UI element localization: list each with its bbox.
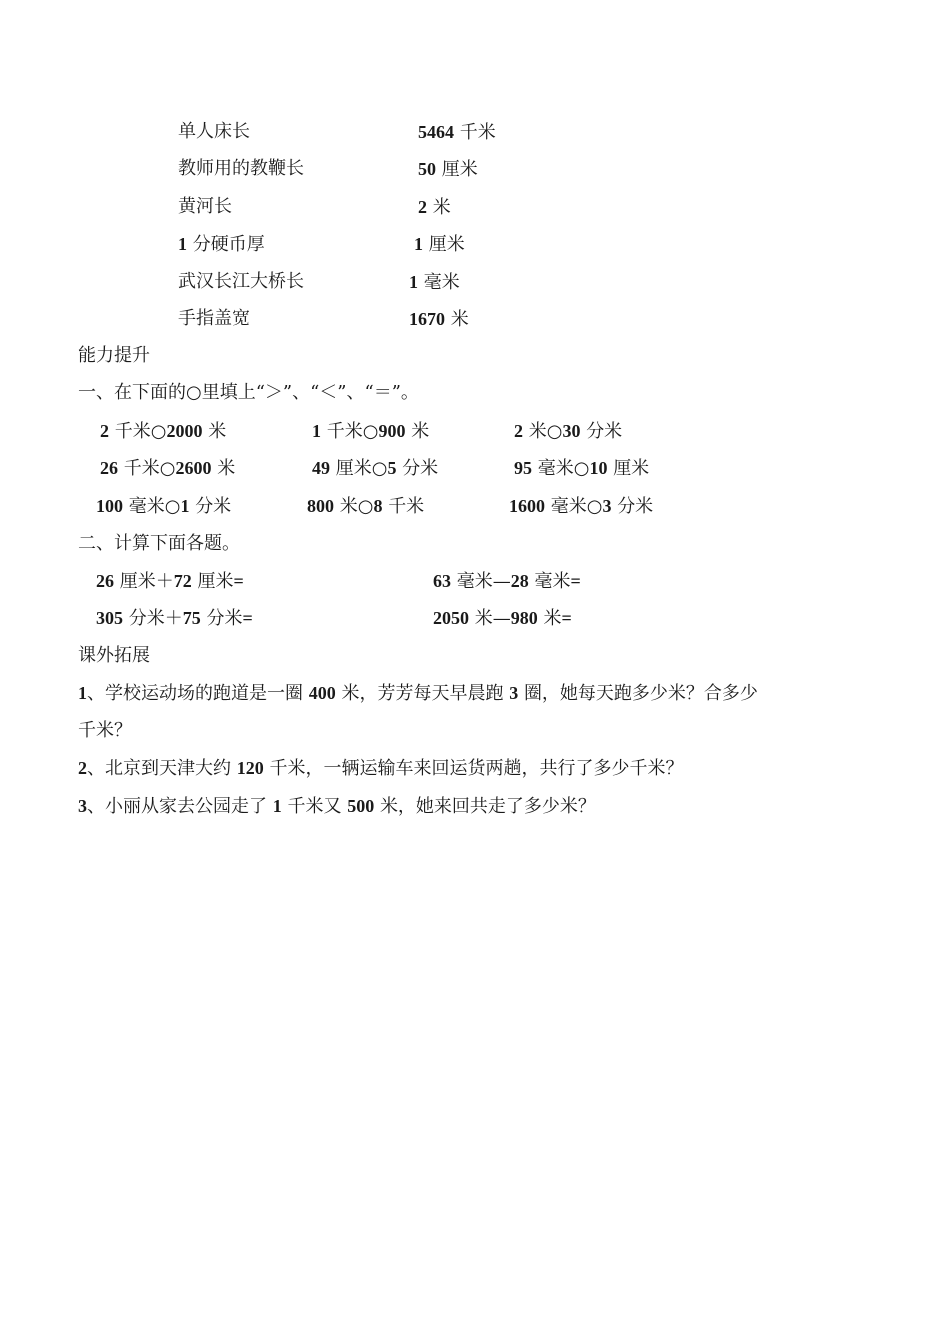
compare-num-a: 2 [514,421,523,441]
match-unit-number: 2 [418,197,427,217]
match-unit-number: 5464 [418,122,454,142]
problem-value: 3 [509,683,519,703]
calc-item [96,606,253,631]
compare-num-a: 800 [307,496,334,516]
compare-num-a: 95 [514,458,532,478]
compare-unit-a: 毫米 [128,496,165,517]
compare-item [96,494,231,519]
compare-unit-a: 米 [339,496,358,517]
match-unit-2 [418,157,478,182]
problem-text: 米，芳芳每天早晨跑 [341,683,504,704]
compare-num-a: 26 [100,458,118,478]
compare-num-b: 10 [589,458,608,478]
problem-number: 2 [78,758,87,778]
compare-unit-a: 厘米 [335,458,372,479]
match-item-text: 手指盖宽 [178,308,250,329]
compare-num-b: 8 [373,496,383,516]
compare-num-b: 3 [602,496,612,516]
calc-equals[interactable]: = [242,608,253,628]
problem-text: 、小丽从家去公园走了 [87,796,267,817]
compare-num-a: 1600 [509,496,545,516]
compare-num-b: 30 [562,421,581,441]
match-item-1 [178,120,250,144]
calc-num-a: 2050 [433,608,469,628]
problem-value: 1 [272,796,282,816]
calc-num-b: 980 [510,608,538,628]
compare-unit-b: 分米 [586,421,623,442]
calc-num-b: 28 [510,571,529,591]
calc-num-b: 75 [182,608,201,628]
calc-num-a: 26 [96,571,114,591]
compare-unit-a: 毫米 [537,458,574,479]
match-unit-number: 50 [418,159,436,179]
compare-circle[interactable]: ○ [357,496,374,517]
match-unit-label: 厘米 [428,234,465,255]
compare-num-b: 2600 [175,458,212,478]
q2-title: 二、计算下面各题。 [78,533,240,554]
compare-circle[interactable]: ○ [586,496,603,517]
match-unit-4 [414,232,465,257]
compare-unit-a: 千米 [114,421,151,442]
match-unit-number: 1 [414,234,423,254]
compare-item [307,494,424,519]
problem-value: 120 [236,758,264,778]
problem-number: 1 [78,683,87,703]
compare-item [509,494,653,519]
match-unit-number: 1670 [409,309,445,329]
calc-equals[interactable]: = [233,571,244,591]
word-problem-1-cont: 千米？ [78,720,132,741]
compare-num-a: 49 [312,458,330,478]
compare-num-b: 1 [180,496,190,516]
match-unit-label: 千米 [459,122,496,143]
match-item-text: 黄河长 [178,196,232,217]
calc-unit-b: 分米 [206,608,243,629]
match-unit-5 [409,270,460,295]
compare-circle[interactable]: ○ [573,458,590,479]
calc-unit-a: 毫米 [456,571,493,592]
match-unit-label: 毫米 [423,272,460,293]
compare-num-b: 2000 [166,421,203,441]
compare-circle[interactable]: ○ [371,458,388,479]
match-unit-label: 厘米 [441,159,478,180]
match-item-4 [178,232,265,257]
compare-circle[interactable]: ○ [150,421,167,442]
compare-unit-a: 千米 [123,458,160,479]
calc-num-a: 63 [433,571,451,591]
calc-equals[interactable]: = [561,608,572,628]
calc-unit-b: 毫米 [534,571,571,592]
compare-num-b: 5 [387,458,397,478]
compare-item [100,456,235,481]
calc-num-a: 305 [96,608,123,628]
compare-circle[interactable]: ○ [362,421,379,442]
compare-item [514,456,649,481]
word-problem-2 [78,756,683,781]
match-item-3 [178,195,232,219]
calc-equals[interactable]: = [570,571,581,591]
match-item-text: 单人床长 [178,121,250,142]
compare-num-a: 1 [312,421,321,441]
calc-operator: — [492,608,511,629]
problem-number: 3 [78,796,87,816]
match-unit-6 [409,307,469,332]
problem-text: 圈，她每天跑多少米？合多少 [523,683,758,704]
q1-title: 一、在下面的○里填上“＞”、“＜”、“＝”。 [78,382,419,403]
match-item-5 [178,270,304,294]
match-item-2 [178,157,304,181]
section-heading-extra: 课外拓展 [78,645,150,666]
section-heading-ability: 能力提升 [78,345,150,366]
problem-value: 500 [347,796,375,816]
calc-item [433,606,572,631]
compare-unit-b: 分米 [402,458,439,479]
compare-unit-b: 米 [208,421,227,442]
compare-unit-b: 厘米 [613,458,650,479]
compare-num-b: 900 [378,421,406,441]
calc-num-b: 72 [173,571,192,591]
match-item-text: 分硬币厚 [192,234,265,255]
compare-unit-b: 分米 [617,496,654,517]
calc-unit-a: 米 [474,608,493,629]
calc-unit-a: 厘米 [119,571,156,592]
problem-text: 、北京到天津大约 [87,758,231,779]
problem-text: 千米，一辆运输车来回运货两趟，共行了多少千米？ [269,758,684,779]
problem-text: 米，她来回共走了多少米？ [379,796,596,817]
calc-operator: ＋ [164,608,183,629]
match-item-6 [178,307,250,331]
match-unit-number: 1 [409,272,418,292]
compare-num-a: 2 [100,421,109,441]
compare-item [312,419,429,444]
compare-circle[interactable]: ○ [159,458,176,479]
compare-item [514,419,622,444]
compare-num-a: 100 [96,496,123,516]
compare-circle[interactable]: ○ [546,421,563,442]
compare-unit-a: 千米 [326,421,363,442]
calc-unit-b: 厘米 [197,571,234,592]
match-unit-label: 米 [450,309,469,330]
compare-unit-b: 千米 [388,496,425,517]
problem-text: 千米又 [287,796,342,817]
calc-operator: — [492,571,511,592]
match-item-text: 武汉长江大桥长 [178,271,304,292]
compare-unit-b: 米 [411,421,430,442]
match-unit-label: 米 [432,197,451,218]
compare-item [312,456,438,481]
compare-unit-b: 米 [217,458,236,479]
calc-item [433,569,581,594]
match-item-number: 1 [178,234,187,254]
compare-circle[interactable]: ○ [164,496,181,517]
calc-unit-b: 米 [543,608,562,629]
match-unit-1 [418,120,496,145]
match-item-text: 教师用的教鞭长 [178,158,304,179]
word-problem-3 [78,794,596,819]
compare-unit-b: 分米 [195,496,232,517]
calc-operator: ＋ [155,571,174,592]
word-problem-1 [78,681,758,706]
compare-item [100,419,226,444]
problem-value: 400 [308,683,336,703]
compare-unit-a: 毫米 [550,496,587,517]
calc-item [96,569,244,594]
compare-unit-a: 米 [528,421,547,442]
problem-text: 、学校运动场的跑道是一圈 [87,683,303,704]
match-unit-3 [418,195,451,220]
calc-unit-a: 分米 [128,608,165,629]
